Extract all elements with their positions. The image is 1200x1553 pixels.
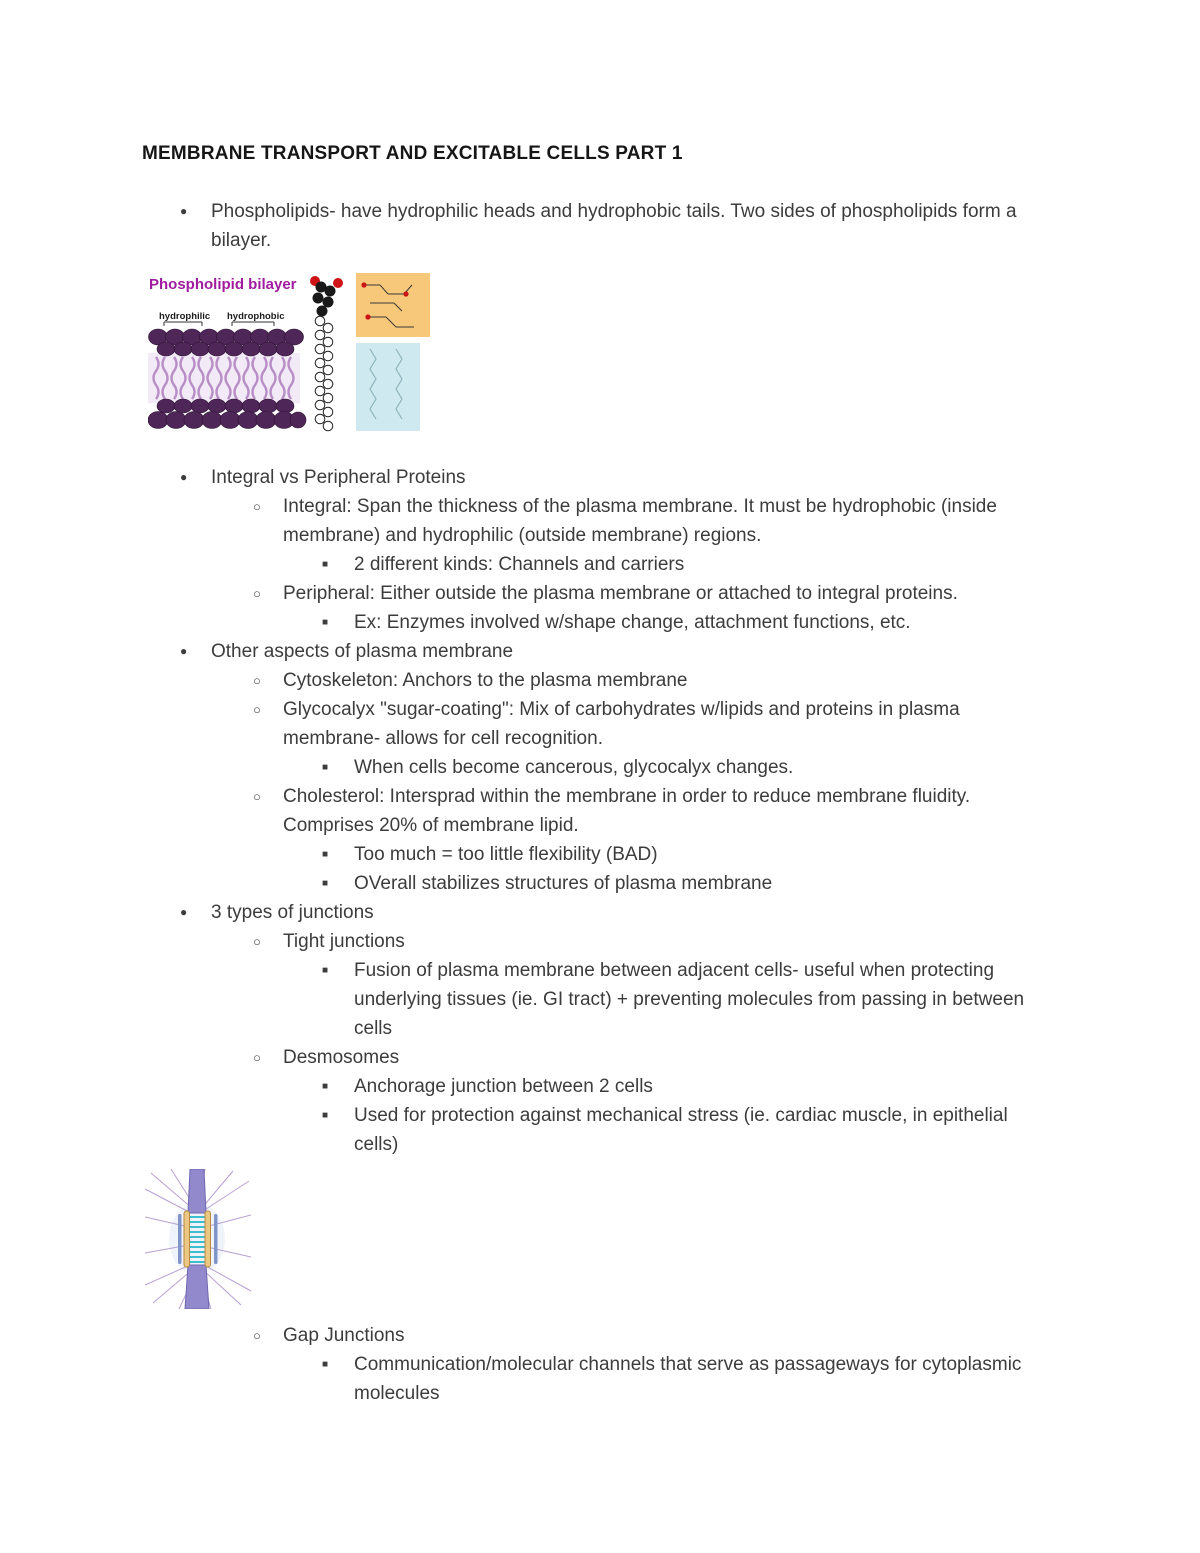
formula-panel-orange [356,273,430,337]
bullet-square-icon: ■ [322,849,329,860]
list-item-text: Integral: Span the thickness of the plasma membrane. It must be hydrophobic (inside membrane) and hydrophilic (outside membrane) regions. [283,496,997,546]
bullet-circle-icon: ○ [253,789,261,804]
list-item [142,666,1050,695]
list-item-text: Glycocalyx "sugar-coating": Mix of carbohydrates w/lipids and proteins in plasma membrane- allows for cell recognition. [283,699,960,749]
list-item [142,579,1050,608]
bullet-disc-icon: ● [180,204,188,218]
bullet-square-icon: ■ [322,1359,329,1370]
hydrophilic-label: hydrophilic [159,311,211,322]
list-item [142,927,1050,956]
list-item-text: Phospholipids- have hydrophilic heads and hydrophobic tails. Two sides of phospholipids form a bilayer. [211,201,1017,251]
list-item-text: OVerall stabilizes structures of plasma membrane [354,873,773,894]
list-item-text: Too much = too little flexibility (BAD) [354,844,658,865]
bullet-circle-icon: ○ [253,499,261,514]
list-item-text: Gap Junctions [283,1325,405,1346]
list-item [142,753,1050,782]
list-item-text: When cells become cancerous, glycocalyx changes. [354,757,794,778]
list-item [142,840,1050,869]
figure-title: Phospholipid bilayer [149,276,297,293]
label-tick-marks [164,322,274,326]
bullet-circle-icon: ○ [253,934,261,949]
list-item [142,869,1050,898]
list-item-text: 3 types of junctions [211,902,374,923]
list-item [142,782,1050,840]
list-item-text: 2 different kinds: Channels and carriers [354,554,685,575]
list-item [142,637,1050,666]
hydrophobic-label: hydrophobic [227,311,285,322]
bullet-disc-icon: ● [180,644,188,658]
bullet-circle-icon: ○ [253,586,261,601]
list-item-text: Communication/molecular channels that serve as passageways for cytoplasmic molecules [354,1354,1022,1404]
list-item [142,608,1050,637]
list-item [142,1321,1050,1350]
list-item [142,956,1050,1043]
bullet-disc-icon: ● [180,470,188,484]
list-item-text: Anchorage junction between 2 cells [354,1076,653,1097]
list-item-text: Desmosomes [283,1047,400,1068]
list-item [142,550,1050,579]
bullet-square-icon: ■ [322,878,329,889]
bilayer-graphic [148,329,306,429]
bullet-circle-icon: ○ [253,1328,261,1343]
bullet-square-icon: ■ [322,762,329,773]
phospholipid-bilayer-figure [148,273,432,433]
list-item-text: Tight junctions [283,931,405,952]
list-item-text: Cholesterol: Intersprad within the membrane in order to reduce membrane fluidity. Comprises 20% of membrane lipid. [283,786,971,836]
formula-panel-blue [356,343,420,431]
bullet-circle-icon: ○ [253,702,261,717]
list-item-text: Other aspects of plasma membrane [211,641,514,662]
list-item-text: Integral vs Peripheral Proteins [211,467,466,488]
bullet-disc-icon: ● [180,905,188,919]
bullet-circle-icon: ○ [253,673,261,688]
list-item-text: Fusion of plasma membrane between adjacent cells- useful when protecting underlying tissues (ie. GI tract) + preventing molecules from passing in between cells [354,960,1025,1039]
desmosome-figure [145,1169,251,1309]
list-item [142,1350,1050,1408]
bullet-square-icon: ■ [322,617,329,628]
list-item [142,695,1050,753]
bullet-square-icon: ■ [322,1081,329,1092]
list-item [142,197,1050,255]
page-title: MEMBRANE TRANSPORT AND EXCITABLE CELLS PART 1 [142,143,683,164]
list-item-text: Used for protection against mechanical stress (ie. cardiac muscle, in epithelial cells) [354,1105,1008,1155]
list-item [142,898,1050,927]
list-item [142,1101,1050,1159]
list-item [142,1043,1050,1072]
list-item [142,463,1050,492]
bullet-square-icon: ■ [322,965,329,976]
molecule-ball-stick-model [310,276,343,431]
list-item-text: Cytoskeleton: Anchors to the plasma membrane [283,670,688,691]
list-item [142,1072,1050,1101]
list-item-text: Ex: Enzymes involved w/shape change, attachment functions, etc. [354,612,911,633]
bullet-circle-icon: ○ [253,1050,261,1065]
list-item [142,492,1050,550]
list-item-text: Peripheral: Either outside the plasma membrane or attached to integral proteins. [283,583,958,604]
bullet-square-icon: ■ [322,1110,329,1121]
bullet-square-icon: ■ [322,559,329,570]
